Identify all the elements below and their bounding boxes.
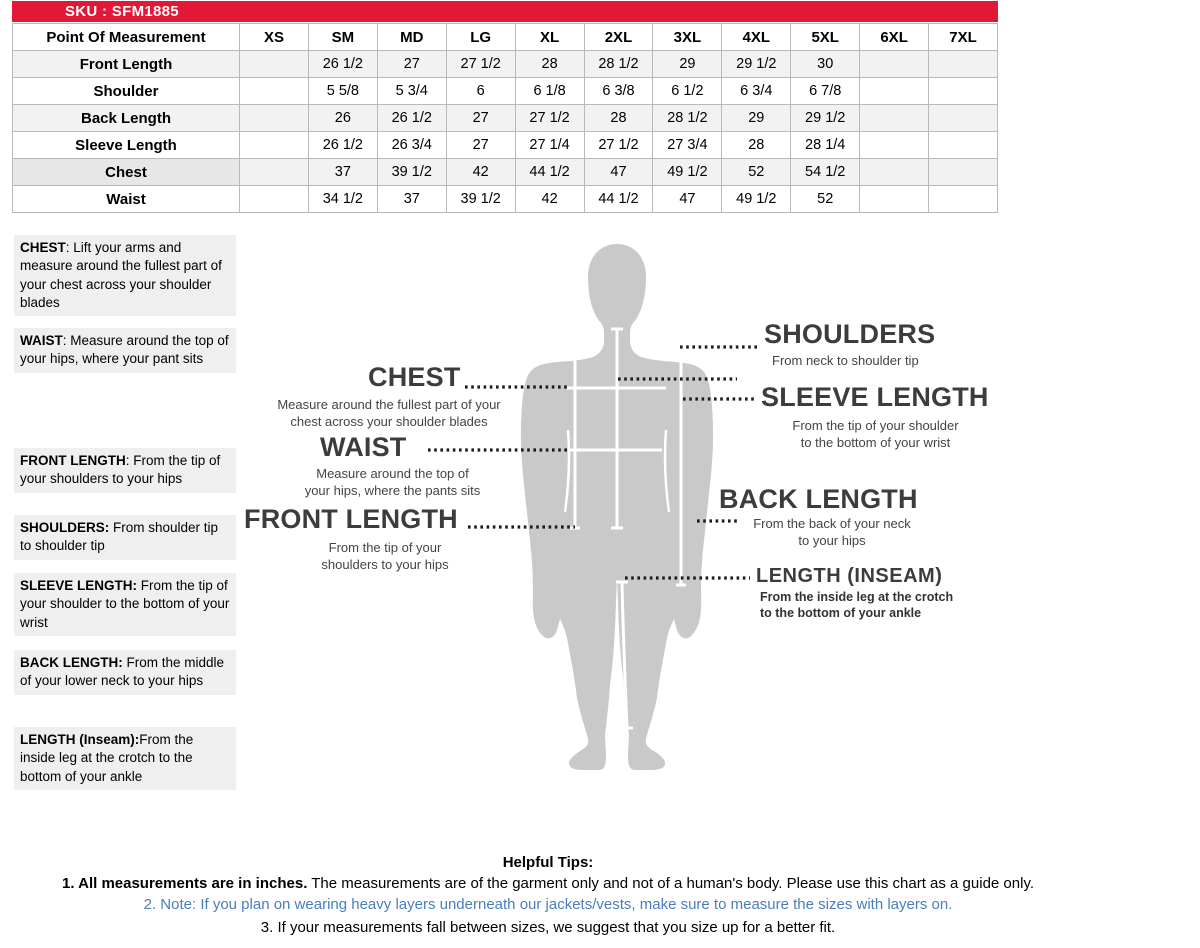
size-cell: 6 3/8 [584,78,653,105]
size-cell: 27 [446,105,515,132]
size-cell: 29 1/2 [722,51,791,78]
size-cell [929,186,998,213]
chest-label-desc: Measure around the fullest part of your chest across your shoulder blades [277,397,501,429]
size-cell [860,105,929,132]
size-cell: 26 3/4 [377,132,446,159]
size-table [12,23,998,213]
tip-1: 1. All measurements are in inches. The measurements are of the garment only and not of a human's body. Please use this chart as a guide only. [61,875,1034,892]
size-cell [929,159,998,186]
size-cell: 26 1/2 [308,51,377,78]
definition-text: From shoulder tip to shoulder tip [20,520,219,554]
column-header-5xl: 5XL [791,24,860,51]
size-cell [929,51,998,78]
definition-term: FRONT LENGTH [20,453,126,468]
size-cell: 52 [722,159,791,186]
definition-text: From the inside leg at the crotch to the bottom of your ankle [20,732,194,784]
column-header-sm: SM [308,24,377,51]
definition-front-length [14,448,236,493]
definition-term: CHEST [20,240,66,255]
column-header-point-of-measurement: Point Of Measurement [13,24,240,51]
size-cell: 44 1/2 [515,159,584,186]
definition-chest [14,235,236,316]
size-cell: 52 [791,186,860,213]
size-cell [860,132,929,159]
column-header-xs: XS [240,24,309,51]
definition-shoulders [14,515,236,560]
size-cell: 44 1/2 [584,186,653,213]
size-cell: 27 3/4 [653,132,722,159]
size-cell: 27 1/2 [584,132,653,159]
size-cell [860,186,929,213]
column-header-xl: XL [515,24,584,51]
size-cell [860,51,929,78]
size-cell: 47 [584,159,653,186]
size-cell: 47 [653,186,722,213]
size-cell: 28 1/2 [653,105,722,132]
size-cell: 26 1/2 [377,105,446,132]
size-cell: 27 1/2 [446,51,515,78]
column-header-6xl: 6XL [860,24,929,51]
size-cell: 42 [446,159,515,186]
size-cell: 27 [446,132,515,159]
definition-term: SLEEVE LENGTH: [20,578,138,593]
size-cell: 29 1/2 [791,105,860,132]
table-row [13,51,998,78]
size-cell [240,51,309,78]
size-cell: 37 [377,186,446,213]
waist-label-desc: Measure around the top of your hips, where the pants sits [304,466,481,498]
tip-3: 3. If your measurements fall between sizes, we suggest that you size up for a better fit. [260,919,836,936]
size-cell: 28 1/4 [791,132,860,159]
size-cell [240,159,309,186]
size-cell [929,78,998,105]
shoulders-label: SHOULDERS [764,319,936,349]
size-cell: 34 1/2 [308,186,377,213]
table-row [13,159,998,186]
sleeve-length-label-desc: From the tip of your shoulder to the bottom of your wrist [792,418,959,450]
column-header-2xl: 2XL [584,24,653,51]
size-cell: 42 [515,186,584,213]
table-row [13,78,998,105]
shoulders-label-desc: From neck to shoulder tip [772,353,919,368]
chest-label: CHEST [368,362,461,392]
size-cell: 29 [653,51,722,78]
size-cell: 27 1/2 [515,105,584,132]
definition-term: LENGTH (Inseam): [20,732,140,747]
definition-text: From the middle of your lower neck to your hips [20,655,225,689]
size-cell [240,78,309,105]
size-cell: 37 [308,159,377,186]
definition-text: From the tip of your shoulder to the bottom of your wrist [20,578,230,630]
table-row [13,186,998,213]
back-length-label-desc: From the back of your neck to your hips [753,516,911,548]
sku-label: SKU : SFM1885 [65,3,179,20]
column-header-4xl: 4XL [722,24,791,51]
inseam-label: LENGTH (INSEAM) [756,565,943,587]
size-cell [860,78,929,105]
front-length-label-desc: From the tip of your shoulders to your hips [321,540,449,572]
size-cell: 39 1/2 [446,186,515,213]
definition-text: : From the tip of your shoulders to your hips [20,453,221,487]
size-cell [240,186,309,213]
row-label: Shoulder [13,78,240,105]
size-cell: 49 1/2 [722,186,791,213]
column-header-lg: LG [446,24,515,51]
definition-text: : Measure around the top of your hips, where your pant sits [20,333,229,367]
size-cell: 29 [722,105,791,132]
size-cell: 6 1/8 [515,78,584,105]
body-diagram [240,230,1000,805]
sku-banner [12,1,998,22]
size-cell: 6 [446,78,515,105]
size-cell: 27 1/4 [515,132,584,159]
size-cell: 5 5/8 [308,78,377,105]
size-cell: 6 1/2 [653,78,722,105]
size-cell: 54 1/2 [791,159,860,186]
definition-text: : Lift your arms and measure around the fullest part of your chest across your shoulder blades [20,240,222,311]
table-row [13,132,998,159]
column-header-md: MD [377,24,446,51]
tips-heading: Helpful Tips: [502,854,594,871]
tip-2: 2. Note: If you plan on wearing heavy layers underneath our jackets/vests, make sure to measure the sizes with layers on. [143,896,953,913]
definition-term: WAIST [20,333,63,348]
definition-back-length [14,650,236,695]
front-length-label: FRONT LENGTH [244,504,458,534]
waist-label: WAIST [320,432,407,462]
inseam-label-desc: From the inside leg at the crotch to the bottom of your ankle [760,590,954,620]
back-length-label: BACK LENGTH [719,484,918,514]
size-cell: 6 7/8 [791,78,860,105]
size-cell: 30 [791,51,860,78]
size-cell: 28 [584,105,653,132]
size-cell: 27 [377,51,446,78]
definition-inseam [14,727,236,790]
definition-term: BACK LENGTH: [20,655,123,670]
size-cell: 49 1/2 [653,159,722,186]
size-cell: 26 1/2 [308,132,377,159]
size-cell [929,105,998,132]
column-header-3xl: 3XL [653,24,722,51]
shoulders-line [639,332,677,357]
row-label: Chest [13,159,240,186]
table-header-row [13,24,998,51]
size-cell: 28 1/2 [584,51,653,78]
size-cell [929,132,998,159]
row-label: Front Length [13,51,240,78]
size-cell [240,105,309,132]
size-cell: 26 [308,105,377,132]
sleeve-length-label: SLEEVE LENGTH [761,382,989,412]
row-label: Back Length [13,105,240,132]
size-cell: 6 3/4 [722,78,791,105]
table-row [13,105,998,132]
definition-term: SHOULDERS: [20,520,110,535]
row-label: Sleeve Length [13,132,240,159]
helpful-tips-section [0,852,1096,938]
definition-waist [14,328,236,373]
definition-sleeve-length [14,573,236,636]
size-cell: 28 [515,51,584,78]
row-label: Waist [13,186,240,213]
size-cell [240,132,309,159]
size-cell: 39 1/2 [377,159,446,186]
column-header-7xl: 7XL [929,24,998,51]
size-cell: 28 [722,132,791,159]
size-cell: 5 3/4 [377,78,446,105]
size-cell [860,159,929,186]
